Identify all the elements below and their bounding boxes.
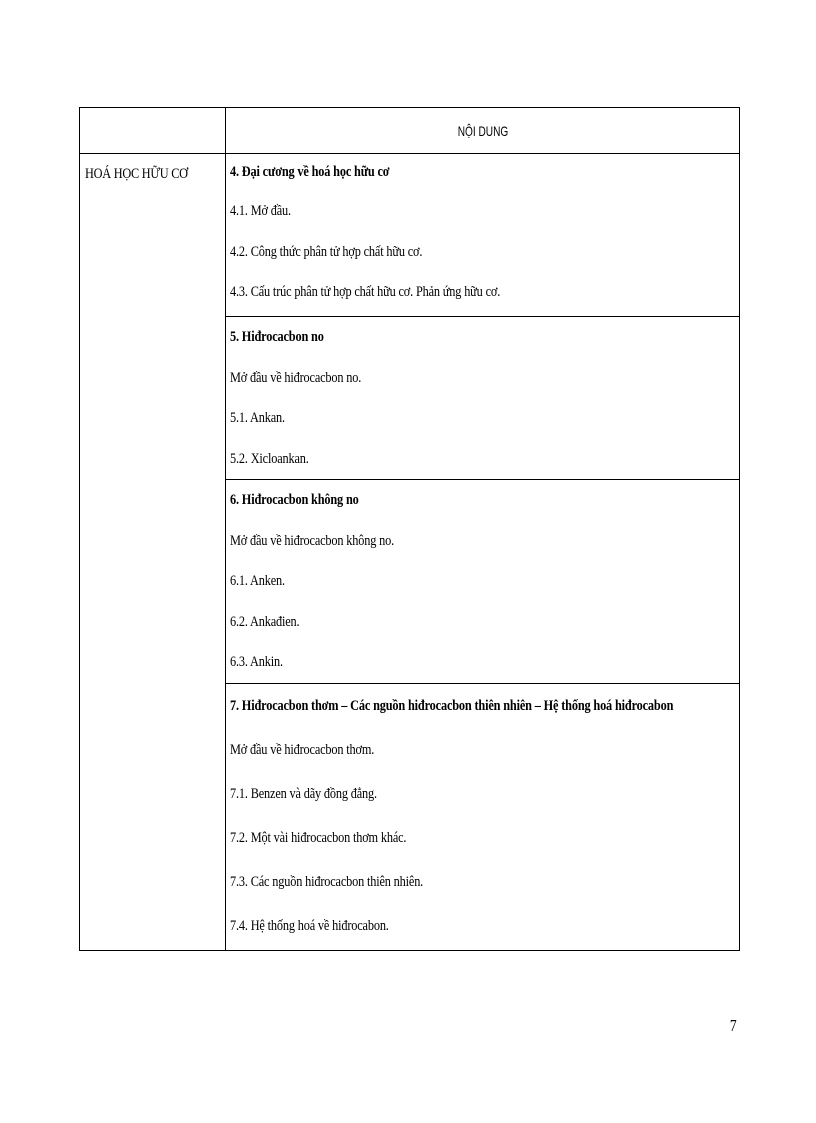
- section-item: Mở đầu về hiđrocacbon no.: [230, 369, 362, 386]
- header-right-cell: [264, 108, 701, 154]
- section-title: 6. Hiđrocacbon không no: [230, 492, 359, 508]
- section-item: Mở đầu về hiđrocacbon thơm.: [230, 741, 375, 758]
- header-left-cell: [80, 108, 226, 154]
- page-number: 7: [729, 1016, 737, 1035]
- section-item: 6.1. Anken.: [230, 573, 285, 589]
- section-item: 7.3. Các nguồn hiđrocacbon thiên nhiên.: [230, 873, 424, 890]
- section-item: 4.2. Công thức phân tử hợp chất hữu cơ.: [230, 243, 423, 260]
- section-cell-7: [226, 683, 740, 950]
- section-item: 5.2. Xicloankan.: [230, 450, 309, 467]
- section-cell-4: [226, 154, 740, 317]
- section-item: 6.2. Ankađien.: [230, 613, 300, 630]
- section-item: 4.3. Cấu trúc phân tử hợp chất hữu cơ. Phản ứng hữu cơ.: [230, 284, 501, 300]
- content-table: [79, 107, 740, 951]
- section-cell-5: [226, 317, 740, 480]
- section-cell-6: [226, 480, 740, 684]
- section-item: 5.1. Ankan.: [230, 410, 285, 426]
- section-title: 5. Hiđrocacbon no: [230, 329, 324, 345]
- section-item: 6.3. Ankin.: [230, 654, 283, 670]
- section-item: 4.1. Mở đầu.: [230, 203, 291, 219]
- section-item: 7.1. Benzen và dãy đồng đẳng.: [230, 785, 377, 802]
- section-item: Mở đầu về hiđrocacbon không no.: [230, 532, 395, 549]
- section-item: 7.2. Một vài hiđrocacbon thơm khác.: [230, 829, 407, 846]
- section-item: 7.4. Hệ thống hoá về hiđrocabon.: [230, 917, 389, 934]
- table-header-row: [80, 108, 740, 154]
- subject-cell: [80, 154, 226, 951]
- section-title: 7. Hiđrocacbon thơm – Các nguồn hiđrocacbon thiên nhiên – Hệ thống hoá hiđrocabon: [230, 697, 674, 714]
- header-content-label: NỘI DUNG: [457, 122, 508, 139]
- section-title: 4. Đại cương về hoá học hữu cơ: [230, 164, 390, 180]
- section-row-4: [80, 154, 740, 317]
- subject-label: HOÁ HỌC HỮU CƠ: [85, 166, 188, 182]
